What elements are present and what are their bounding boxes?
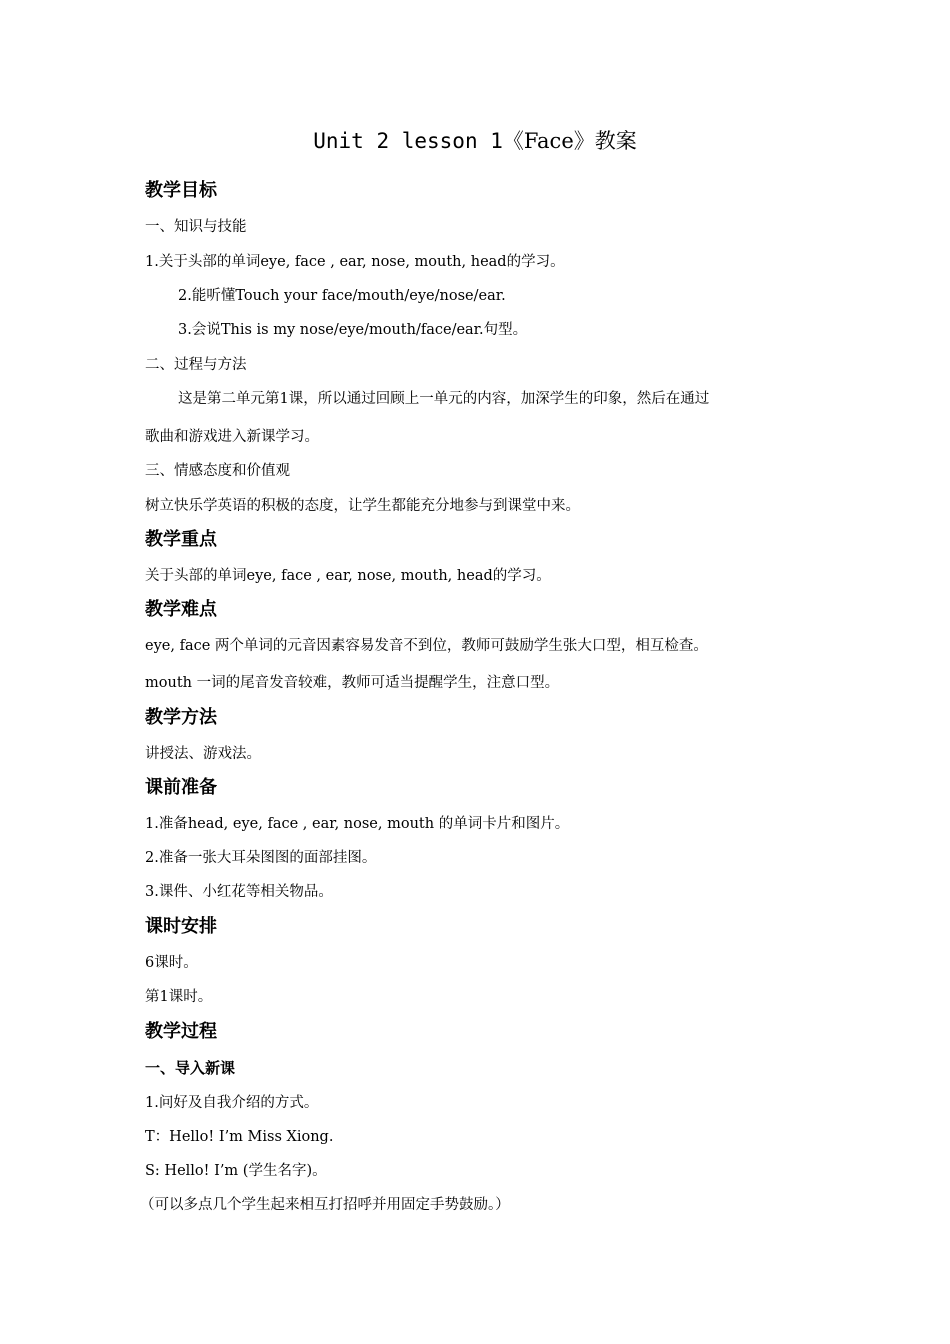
process-student-line: S: Hello! I’m (学生名字)。 [145,1163,327,1179]
schedule-item-1: 6课时。 [145,955,198,971]
preparation-item-3: 3.课件、小红花等相关物品。 [145,884,333,900]
preparation-item-1: 1.准备head, eye, face , ear, nose, mouth 的单词卡片和图片。 [145,816,570,832]
process-intro-heading: 一、导入新课 [145,1059,236,1077]
heading-key-points: 教学重点 [145,529,217,550]
heading-difficult-points: 教学难点 [145,599,217,620]
difficult-point-1: eye, face 两个单词的元音因素容易发音不到位，教师可鼓励学生张大口型，相互检查。 [145,638,708,654]
goal-process-line-1: 这是第二单元第1课，所以通过回顾上一单元的内容，加深学生的印象，然后在通过 [178,391,710,407]
title-english: Unit 2 lesson 1 [313,129,503,153]
goal-knowledge-item-3: 3.会说This is my nose/eye/mouth/face/ear.句型。 [178,322,528,338]
heading-preparation: 课前准备 [145,777,217,798]
heading-teaching-process: 教学过程 [145,1021,217,1042]
difficult-point-2: mouth 一词的尾音发音较难，教师可适当提醒学生，注意口型。 [145,675,560,691]
preparation-item-2: 2.准备一张大耳朵图图的面部挂图。 [145,850,377,866]
process-note: （可以多点几个学生起来相互打招呼并用固定手势鼓励。） [140,1197,510,1213]
teaching-method-text: 讲授法、游戏法。 [145,746,261,762]
schedule-item-2: 第1课时。 [145,989,213,1005]
goal-knowledge-item-1: 1.关于头部的单词eye, face , ear, nose, mouth, head的学习。 [145,254,565,270]
goal-attitude-heading: 三、情感态度和价值观 [145,463,290,479]
goal-attitude-text: 树立快乐学英语的积极的态度，让学生都能充分地参与到课堂中来。 [145,498,580,514]
heading-teaching-goals: 教学目标 [145,180,217,201]
goal-process-line-2: 歌曲和游戏进入新课学习。 [145,429,319,445]
title-chinese: 《Face》教案 [502,129,637,153]
goal-knowledge-heading: 一、知识与技能 [145,219,247,235]
goal-process-heading: 二、过程与方法 [145,357,247,373]
document-title [0,126,950,156]
goal-knowledge-item-2: 2.能听懂Touch your face/mouth/eye/nose/ear. [178,288,506,304]
process-teacher-line: T：Hello! I’m Miss Xiong. [145,1129,334,1145]
process-step-1: 1.问好及自我介绍的方式。 [145,1095,319,1111]
heading-teaching-method: 教学方法 [145,707,217,728]
heading-schedule: 课时安排 [145,916,217,937]
key-points-text: 关于头部的单词eye, face , ear, nose, mouth, head的学习。 [145,568,551,584]
